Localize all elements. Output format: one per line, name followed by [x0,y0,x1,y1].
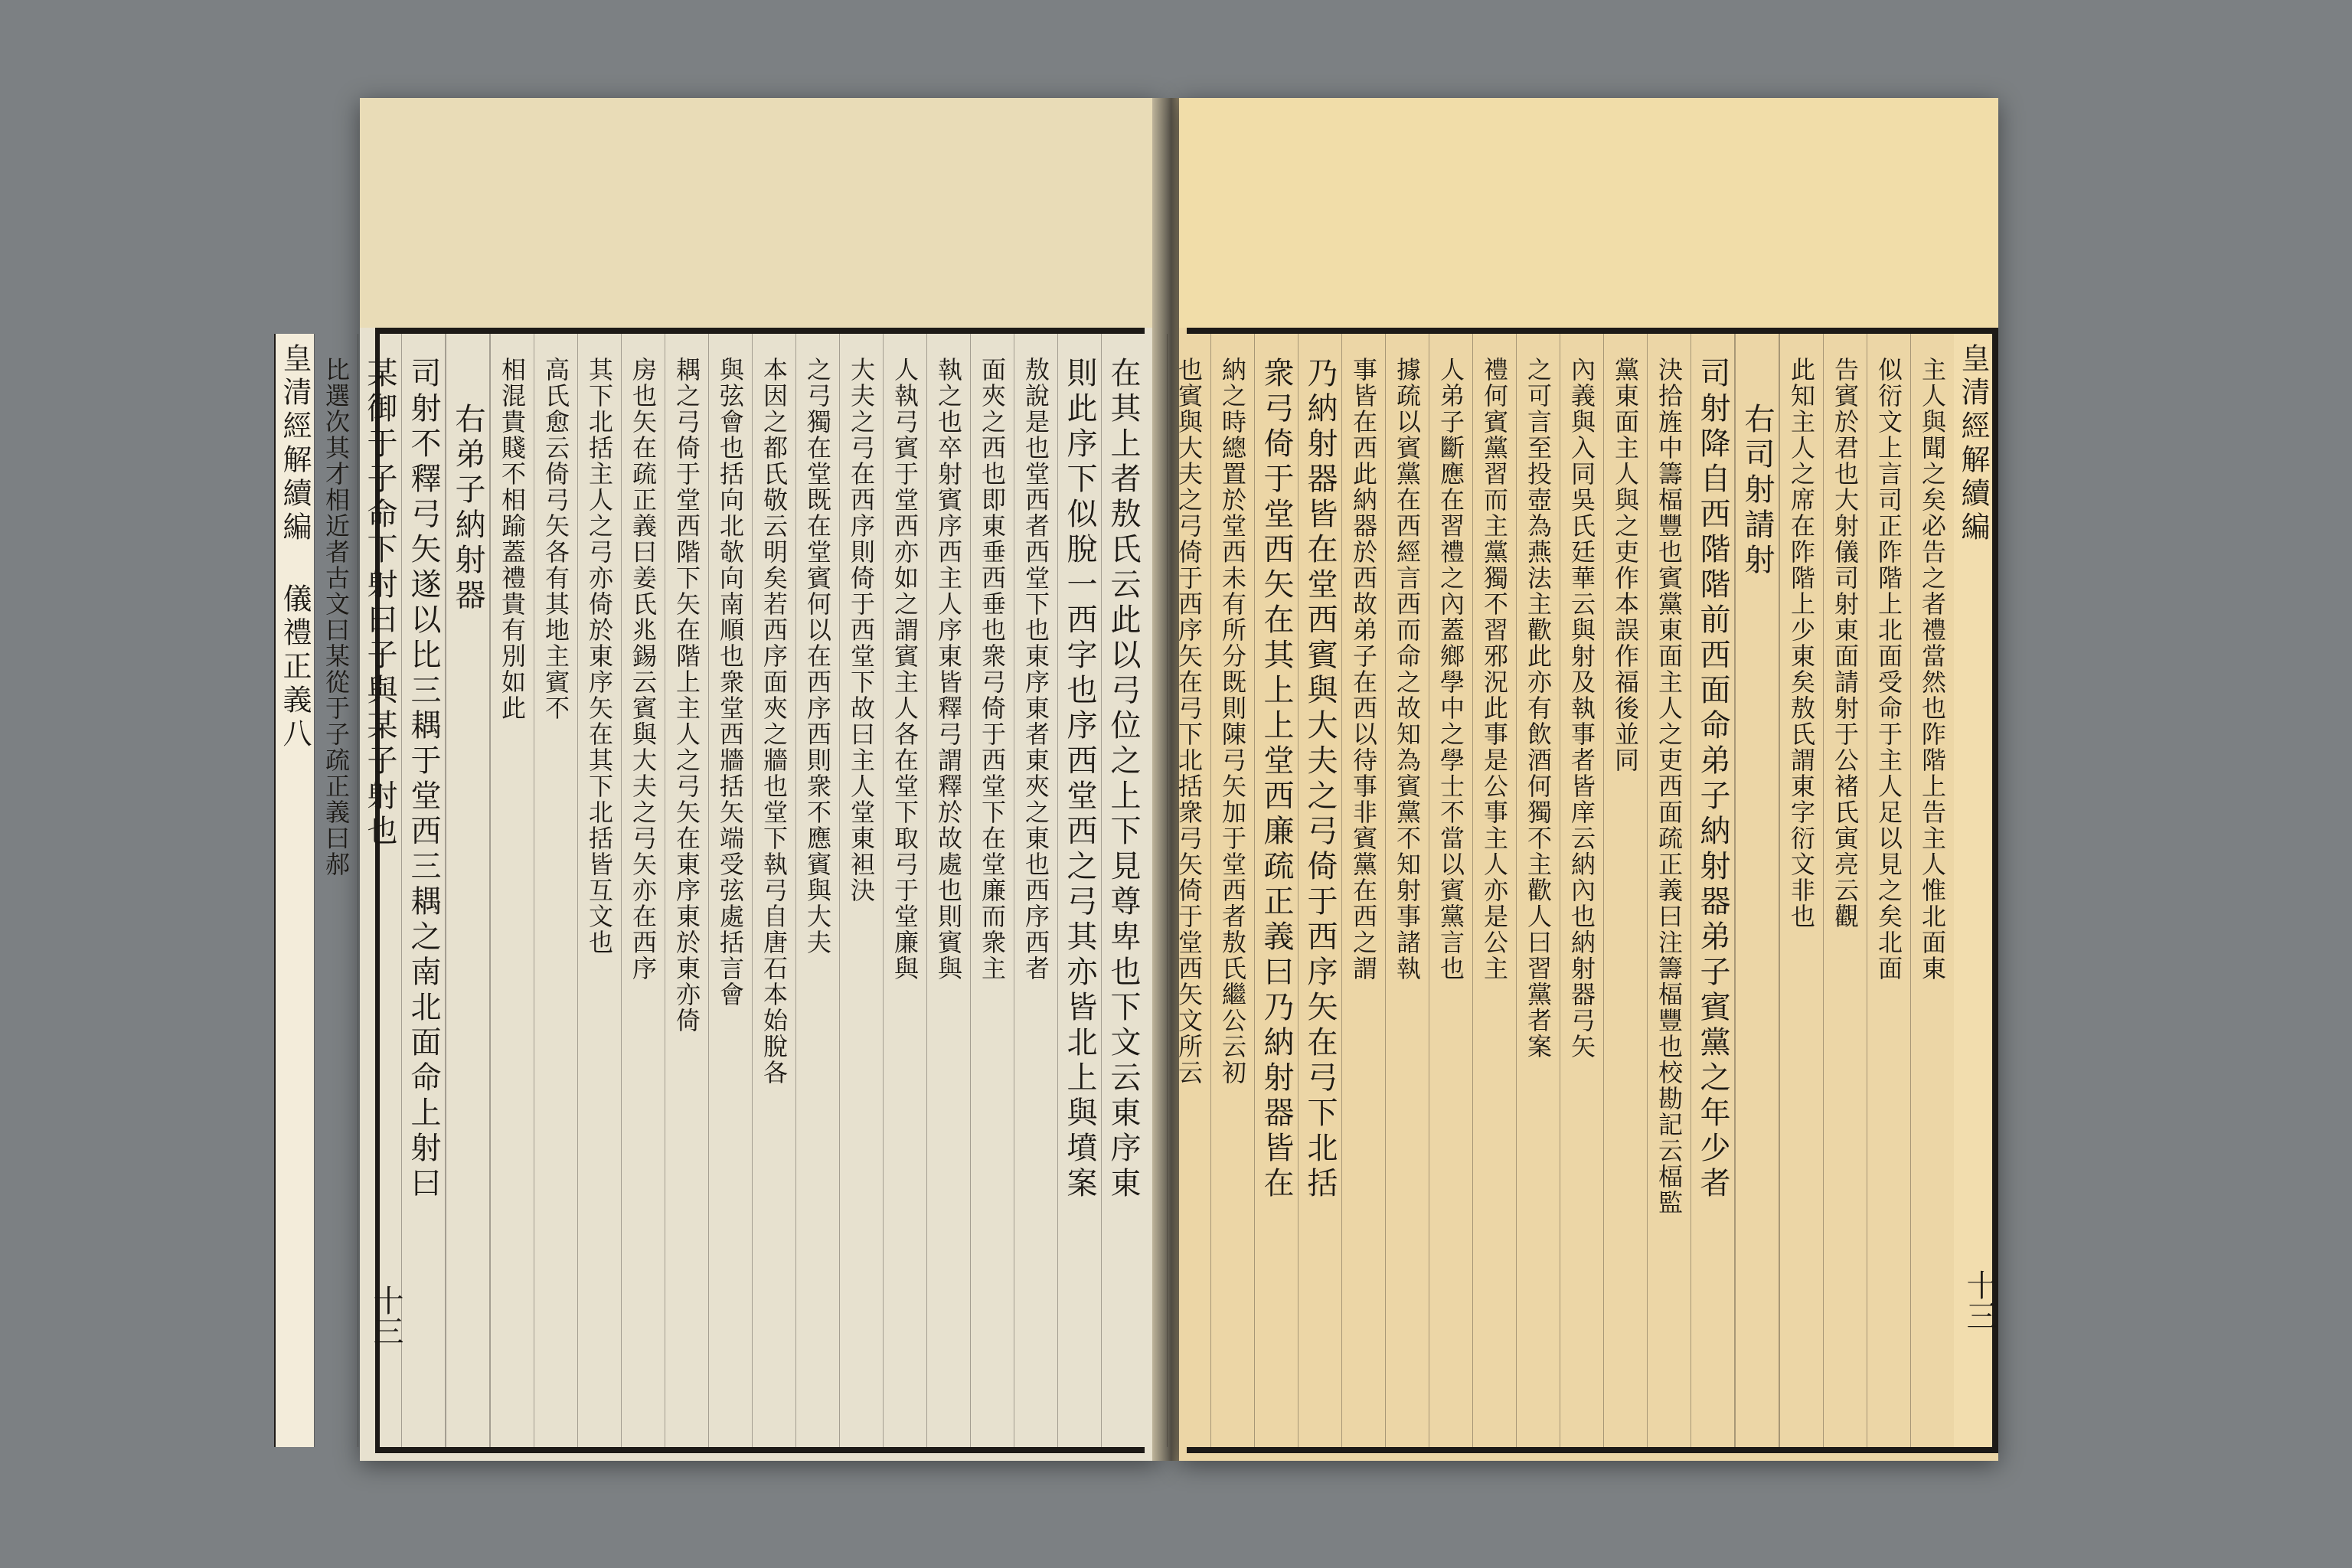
section-heading: 右司射請射 [1735,334,1779,1447]
right-page-columns [1174,334,1994,1447]
text-column: 事皆在西此納器於西故弟子在西以待事非賓黨在西之謂 [1341,334,1385,1447]
left-page [278,98,1160,1461]
text-column: 比選次其才相近者古文曰某從于子疏正義曰郝 [314,334,358,1447]
text-column: 此知主人之席在阼階上少東矣敖氏謂東字衍文非也 [1779,334,1823,1447]
text-column: 也賓與大夫之弓倚于西序矢在弓下北括衆弓矢倚于堂西矢文所云 [1167,334,1210,1447]
text-column: 黨東面主人與之吏作本誤作福後並同 [1603,334,1647,1447]
text-column: 耦之弓倚于堂西階下矢在階上主人之弓矢在東序東於東亦倚 [665,334,708,1447]
right-page-top-margin [1179,98,1998,328]
text-column: 其下北括主人之弓亦倚於東序矢在其下北括皆互文也 [577,334,621,1447]
text-column: 則此序下似脫一西字也序西堂西之弓其亦皆北上與墳案 [1057,334,1101,1447]
text-column: 人弟子斷應在習禮之內蓋鄉學中之學士不當以賓黨言也 [1429,334,1472,1447]
text-column: 據疏以賓黨在西經言西而命之故知為賓黨不知射事諸執 [1385,334,1429,1447]
right-page-frame [1174,328,1998,1453]
text-column: 告賓於君也大射儀司射東面請射于公褚氏寅亮云觀 [1823,334,1867,1447]
text-column: 相混貴賤不相踰蓋禮貴有別如此 [490,334,534,1447]
text-column: 之弓獨在堂既在堂賓何以在西序西則衆不應賓與大夫 [795,334,839,1447]
page-number: 十三 [1962,1269,1997,1331]
text-column: 納之時總置於堂西未有所分既則陳弓矢加于堂西者敖氏繼公云初 [1210,334,1254,1447]
left-page-top-margin [360,98,1160,328]
page-number: 十三 [368,1285,403,1346]
text-column: 乃納射器皆在堂西賓與大夫之弓倚于西序矢在弓下北括 [1298,334,1341,1447]
text-column: 內義與入同吳氏廷華云與射及執事者皆庠云納內也納射器弓矢 [1560,334,1603,1447]
text-column: 人執弓賓于堂西亦如之謂賓主人各在堂下取弓于堂廉與 [883,334,926,1447]
text-column: 本因之都氏敬云明矣若西序面夾之牆也堂下執弓自唐石本始脫各 [752,334,795,1447]
chapter-title: 儀禮正義八 [278,583,312,752]
text-column: 衆弓倚于堂西矢在其上上堂西廉疏正義曰乃納射器皆在 [1254,334,1298,1447]
text-column: 敖說是也堂西者西堂下也東序東者東夾之東也西序西者 [1014,334,1057,1447]
text-column: 高氏愈云倚弓矢各有其地主賓不 [534,334,577,1447]
text-column: 之可言至投壺為燕法主歡此亦有飲酒何獨不主歡人曰習黨者案 [1516,334,1560,1447]
text-column: 與弦會也括向北欹向南順也衆堂西牆括矢端受弦處括言會 [708,334,752,1447]
text-column: 執之也卒射賓序西主人序東皆釋弓謂釋於故處也則賓與 [926,334,970,1447]
text-column: 面夾之西也即東垂西垂也衆弓倚于西堂下在堂廉而衆主 [970,334,1014,1447]
book-title: 皇清經解續編 [1956,343,1990,545]
text-column: 在其上者敖氏云此以弓位之上下見尊卑也下文云東序東 [1101,334,1145,1447]
text-column: 司射降自西階階前西面命弟子納射器弟子賓黨之年少者 [1690,334,1734,1447]
text-column: 某御于子命下射曰子與某子射也 [358,334,401,1447]
left-page-frame [278,328,1145,1453]
book-title: 皇清經解續編 [278,343,312,545]
text-column: 禮何賓黨習而主黨獨不習邪況此事是公事主人亦是公主 [1472,334,1516,1447]
left-margin-title [274,334,314,1447]
left-page-columns [278,334,1145,1447]
right-page [1174,98,1998,1461]
text-column: 司射不釋弓矢遂以比三耦于堂西三耦之南北面命上射曰 [401,334,445,1447]
text-column: 決拾旌中籌楅豐也賓黨東面主人之吏西面疏正義曰注籌楅豐也校勘記云楅監 [1647,334,1690,1447]
text-column: 大夫之弓在西序則倚于西堂下故曰主人堂東袒決 [839,334,883,1447]
section-heading: 右弟子納射器 [446,334,489,1447]
text-column: 房也矢在疏正義曰姜氏兆錫云賓與大夫之弓矢亦在西序 [621,334,665,1447]
text-column: 似衍文上言司正阼階上北面受命于主人足以見之矣北面 [1867,334,1910,1447]
text-column: 主人與聞之矣必告之者禮當然也阼階上告主人惟北面東 [1910,334,1954,1447]
